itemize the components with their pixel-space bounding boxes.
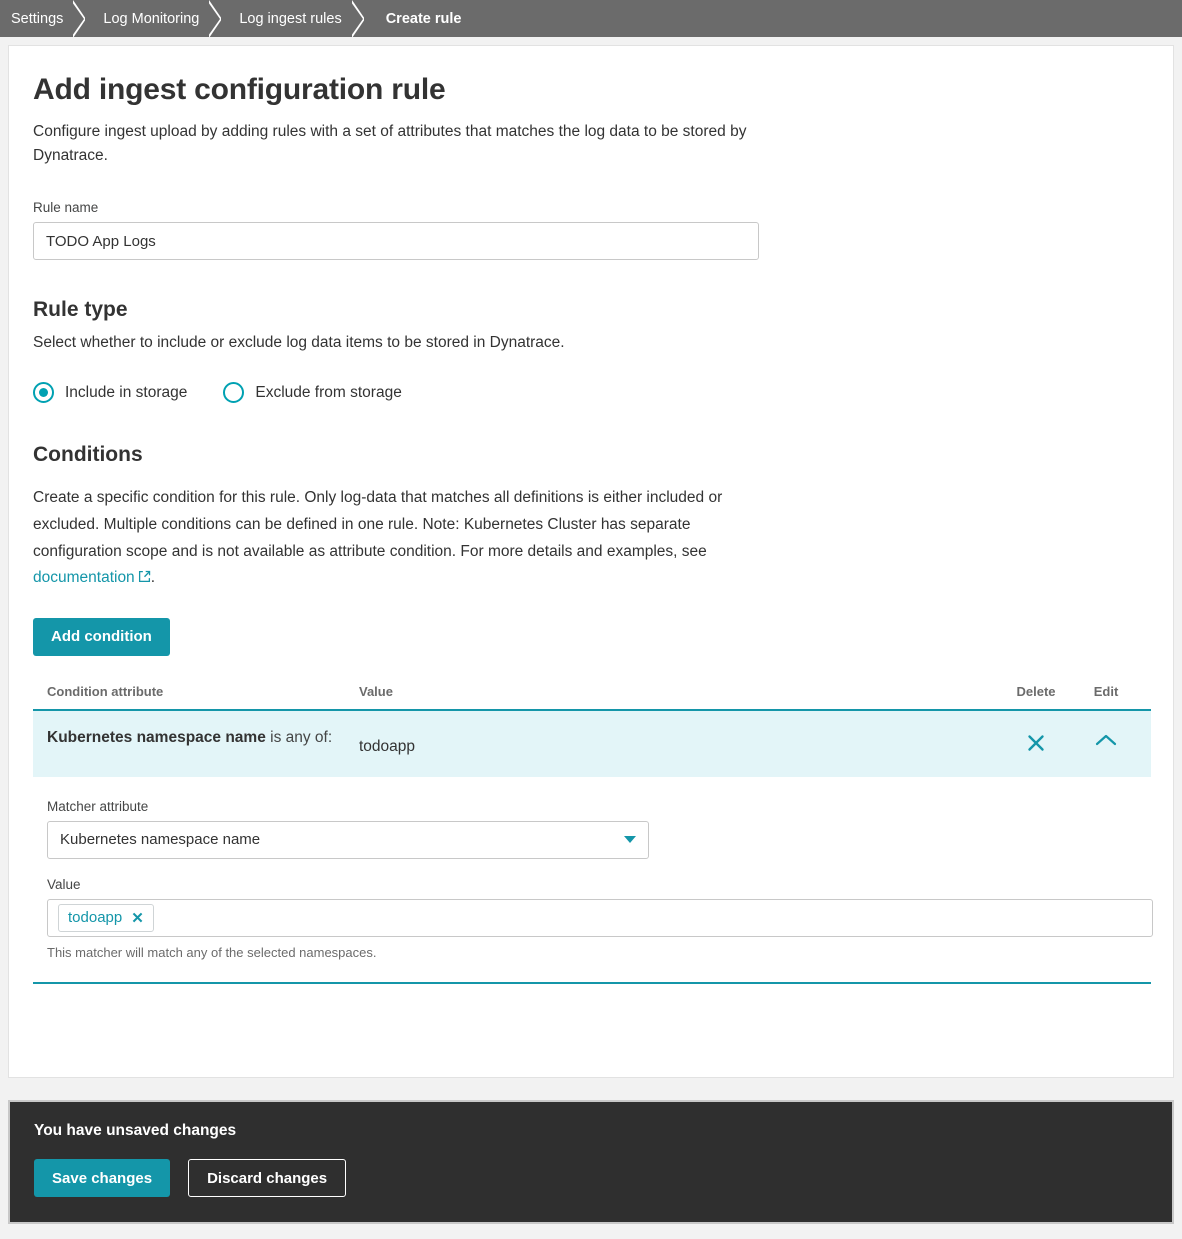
condition-attribute-operator: is any of:: [265, 728, 333, 746]
table-row[interactable]: [33, 711, 1151, 777]
value-hint: This matcher will match any of the selected namespaces.: [47, 944, 377, 960]
unsaved-changes-actions: [34, 1159, 1148, 1197]
condition-value-cell: todoapp: [359, 737, 416, 755]
page-title: Add ingest configuration rule: [33, 73, 446, 106]
conditions-table-header: [33, 684, 1151, 711]
column-header-edit: Edit: [1093, 683, 1119, 699]
conditions-description-tail: .: [150, 569, 155, 587]
matcher-attribute-label: Matcher attribute: [47, 798, 149, 814]
condition-editor: [33, 777, 1151, 984]
unsaved-changes-bar: [8, 1100, 1174, 1224]
unsaved-changes-title: You have unsaved changes: [34, 1122, 237, 1139]
value-tag-input[interactable]: [47, 899, 1153, 937]
chevron-down-icon: [624, 836, 636, 843]
close-icon: [1026, 733, 1046, 753]
breadcrumb-item-log-monitoring[interactable]: [85, 0, 221, 37]
add-condition-button[interactable]: Add condition: [33, 618, 170, 656]
rule-type-description: Select whether to include or exclude log data items to be stored in Dynatrace.: [33, 334, 565, 352]
conditions-description: [33, 485, 763, 592]
collapse-condition-button[interactable]: [1075, 727, 1137, 749]
matcher-attribute-value: Kubernetes namespace name: [60, 831, 261, 849]
column-header-delete: Delete: [1016, 683, 1056, 699]
value-label: Value: [47, 876, 81, 892]
breadcrumb-label: Log Monitoring: [103, 10, 200, 27]
remove-tag-icon[interactable]: ✕: [131, 909, 144, 927]
radio-label: Exclude from storage: [255, 383, 402, 401]
radio-exclude-from-storage[interactable]: [223, 382, 401, 403]
breadcrumb-item-log-ingest-rules[interactable]: [221, 0, 363, 37]
radio-include-in-storage[interactable]: [33, 382, 187, 403]
condition-attribute-cell: [47, 727, 359, 749]
save-changes-button[interactable]: Save changes: [34, 1159, 170, 1197]
value-tag-label: todoapp: [68, 909, 123, 927]
condition-attribute-name: Kubernetes namespace name: [47, 728, 266, 746]
documentation-link-label: documentation: [33, 569, 135, 587]
radio-selected-icon: [33, 382, 54, 403]
external-link-icon: [138, 570, 151, 583]
conditions-description-text: Create a specific condition for this rule. Only log-data that matches all definitions is either included or excluded. Multiple conditions can be defined in one rule. Note: Kubernetes Cluster has separate configuration scope and is not available as attribute condition. For more details and examples, see: [33, 489, 723, 560]
breadcrumb-label: Log ingest rules: [239, 10, 342, 27]
rule-type-radio-group: [33, 382, 1149, 403]
page-description: Configure ingest upload by adding rules with a set of attributes that matches the log data to be stored by Dynatrace.: [33, 123, 747, 165]
rule-name-input[interactable]: [33, 222, 759, 260]
breadcrumb-label: Create rule: [385, 10, 462, 27]
column-header-condition-attribute: Condition attribute: [47, 683, 164, 699]
column-header-value: Value: [359, 683, 393, 699]
radio-label: Include in storage: [65, 383, 188, 401]
breadcrumb: [0, 0, 1182, 37]
rule-name-label: Rule name: [33, 200, 99, 216]
delete-condition-button[interactable]: [997, 727, 1075, 753]
discard-changes-button[interactable]: Discard changes: [188, 1159, 346, 1197]
breadcrumb-item-create-rule[interactable]: [364, 0, 484, 37]
main-content-card: [8, 45, 1174, 1078]
matcher-attribute-select[interactable]: [47, 821, 649, 859]
chevron-up-icon: [1095, 733, 1117, 749]
breadcrumb-item-settings[interactable]: [0, 0, 85, 37]
conditions-title: Conditions: [33, 443, 143, 467]
conditions-table: [33, 684, 1151, 984]
documentation-link[interactable]: [33, 569, 151, 586]
radio-unselected-icon: [223, 382, 244, 403]
breadcrumb-label: Settings: [11, 10, 64, 27]
value-tag[interactable]: [58, 904, 154, 932]
rule-type-title: Rule type: [33, 298, 128, 322]
